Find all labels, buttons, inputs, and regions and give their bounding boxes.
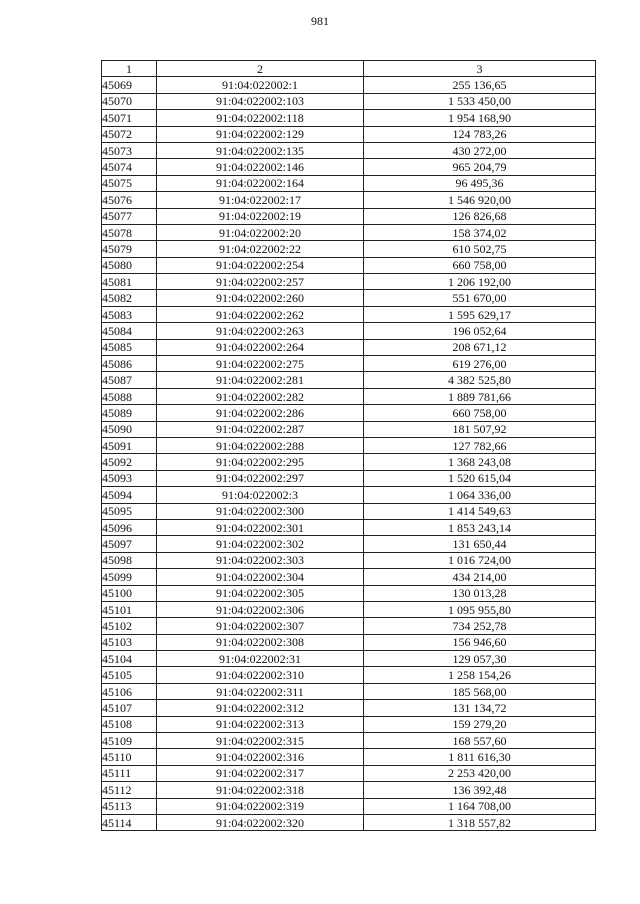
row-number-cell: 45084 (102, 323, 157, 339)
table-row (102, 536, 596, 552)
value-cell: 619 276,00 (364, 356, 596, 372)
cadastral-number-cell: 91:04:022002:295 (157, 454, 364, 470)
cadastral-number-cell: 91:04:022002:307 (157, 618, 364, 634)
cadastral-number-cell: 91:04:022002:103 (157, 93, 364, 109)
row-number-cell: 45100 (102, 585, 157, 601)
cadastral-number-cell: 91:04:022002:301 (157, 519, 364, 535)
table-row (102, 782, 596, 798)
row-number-cell: 45088 (102, 388, 157, 404)
value-cell: 610 502,75 (364, 241, 596, 257)
value-cell: 1 258 154,26 (364, 667, 596, 683)
row-number-cell: 45103 (102, 634, 157, 650)
table-row (102, 323, 596, 339)
table-row (102, 192, 596, 208)
row-number-cell: 45075 (102, 175, 157, 191)
table-row (102, 372, 596, 388)
cadastral-number-cell: 91:04:022002:300 (157, 503, 364, 519)
column-header: 3 (364, 61, 596, 77)
table-row (102, 601, 596, 617)
table-row (102, 683, 596, 699)
table-row (102, 421, 596, 437)
table-row (102, 175, 596, 191)
value-cell: 1 533 450,00 (364, 93, 596, 109)
column-header: 1 (102, 61, 157, 77)
table-row (102, 208, 596, 224)
cadastral-number-cell: 91:04:022002:17 (157, 192, 364, 208)
cadastral-number-cell: 91:04:022002:260 (157, 290, 364, 306)
row-number-cell: 45113 (102, 798, 157, 814)
value-cell: 551 670,00 (364, 290, 596, 306)
cadastral-number-cell: 91:04:022002:146 (157, 159, 364, 175)
row-number-cell: 45095 (102, 503, 157, 519)
table-row (102, 651, 596, 667)
cadastral-number-cell: 91:04:022002:310 (157, 667, 364, 683)
value-cell: 965 204,79 (364, 159, 596, 175)
table-row (102, 241, 596, 257)
table-row (102, 306, 596, 322)
table-row (102, 388, 596, 404)
value-cell: 430 272,00 (364, 142, 596, 158)
row-number-cell: 45070 (102, 93, 157, 109)
column-header: 2 (157, 61, 364, 77)
table-row (102, 634, 596, 650)
row-number-cell: 45104 (102, 651, 157, 667)
table-row (102, 700, 596, 716)
row-number-cell: 45089 (102, 405, 157, 421)
table-row (102, 814, 596, 830)
cadastral-number-cell: 91:04:022002:135 (157, 142, 364, 158)
value-cell: 1 889 781,66 (364, 388, 596, 404)
table-row (102, 667, 596, 683)
cadastral-number-cell: 91:04:022002:275 (157, 356, 364, 372)
value-cell: 1 064 336,00 (364, 487, 596, 503)
cadastral-number-cell: 91:04:022002:302 (157, 536, 364, 552)
table-row (102, 618, 596, 634)
cadastral-number-cell: 91:04:022002:305 (157, 585, 364, 601)
value-cell: 1 164 708,00 (364, 798, 596, 814)
cadastral-number-cell: 91:04:022002:312 (157, 700, 364, 716)
row-number-cell: 45081 (102, 274, 157, 290)
value-cell: 1 016 724,00 (364, 552, 596, 568)
cadastral-number-cell: 91:04:022002:320 (157, 814, 364, 830)
value-cell: 126 826,68 (364, 208, 596, 224)
cadastral-number-cell: 91:04:022002:129 (157, 126, 364, 142)
table-row (102, 356, 596, 372)
table-row (102, 339, 596, 355)
row-number-cell: 45078 (102, 224, 157, 240)
table-row (102, 274, 596, 290)
table-row (102, 470, 596, 486)
table-row (102, 454, 596, 470)
value-cell: 660 758,00 (364, 405, 596, 421)
row-number-cell: 45102 (102, 618, 157, 634)
row-number-cell: 45091 (102, 437, 157, 453)
value-cell: 168 557,60 (364, 733, 596, 749)
cadastral-number-cell: 91:04:022002:319 (157, 798, 364, 814)
table-row (102, 765, 596, 781)
value-cell: 734 252,78 (364, 618, 596, 634)
table-row (102, 142, 596, 158)
table-row (102, 110, 596, 126)
value-cell: 1 546 920,00 (364, 192, 596, 208)
value-cell: 1 206 192,00 (364, 274, 596, 290)
table-row (102, 749, 596, 765)
cadastral-number-cell: 91:04:022002:19 (157, 208, 364, 224)
table-header-row (102, 61, 596, 77)
row-number-cell: 45079 (102, 241, 157, 257)
data-table (101, 60, 596, 831)
cadastral-number-cell: 91:04:022002:318 (157, 782, 364, 798)
row-number-cell: 45086 (102, 356, 157, 372)
table-row (102, 569, 596, 585)
row-number-cell: 45109 (102, 733, 157, 749)
table-row (102, 126, 596, 142)
value-cell: 96 495,36 (364, 175, 596, 191)
table-body (102, 77, 596, 831)
row-number-cell: 45072 (102, 126, 157, 142)
value-cell: 1 853 243,14 (364, 519, 596, 535)
cadastral-number-cell: 91:04:022002:118 (157, 110, 364, 126)
value-cell: 2 253 420,00 (364, 765, 596, 781)
value-cell: 196 052,64 (364, 323, 596, 339)
value-cell: 124 783,26 (364, 126, 596, 142)
cadastral-number-cell: 91:04:022002:282 (157, 388, 364, 404)
value-cell: 4 382 525,80 (364, 372, 596, 388)
value-cell: 1 811 616,30 (364, 749, 596, 765)
value-cell: 434 214,00 (364, 569, 596, 585)
value-cell: 130 013,28 (364, 585, 596, 601)
table-row (102, 487, 596, 503)
table-row (102, 257, 596, 273)
value-cell: 156 946,60 (364, 634, 596, 650)
row-number-cell: 45077 (102, 208, 157, 224)
value-cell: 1 368 243,08 (364, 454, 596, 470)
value-cell: 255 136,65 (364, 77, 596, 93)
row-number-cell: 45069 (102, 77, 157, 93)
table-row (102, 159, 596, 175)
table-row (102, 585, 596, 601)
cadastral-number-cell: 91:04:022002:281 (157, 372, 364, 388)
row-number-cell: 45099 (102, 569, 157, 585)
row-number-cell: 45101 (102, 601, 157, 617)
row-number-cell: 45106 (102, 683, 157, 699)
table-row (102, 93, 596, 109)
cadastral-number-cell: 91:04:022002:262 (157, 306, 364, 322)
cadastral-number-cell: 91:04:022002:315 (157, 733, 364, 749)
value-cell: 1 318 557,82 (364, 814, 596, 830)
value-cell: 1 954 168,90 (364, 110, 596, 126)
page-number: 981 (311, 14, 329, 28)
row-number-cell: 45085 (102, 339, 157, 355)
cadastral-number-cell: 91:04:022002:306 (157, 601, 364, 617)
table-row (102, 798, 596, 814)
cadastral-number-cell: 91:04:022002:297 (157, 470, 364, 486)
cadastral-number-cell: 91:04:022002:264 (157, 339, 364, 355)
table-row (102, 519, 596, 535)
cadastral-number-cell: 91:04:022002:1 (157, 77, 364, 93)
value-cell: 158 374,02 (364, 224, 596, 240)
row-number-cell: 45107 (102, 700, 157, 716)
row-number-cell: 45097 (102, 536, 157, 552)
value-cell: 1 095 955,80 (364, 601, 596, 617)
row-number-cell: 45074 (102, 159, 157, 175)
cadastral-number-cell: 91:04:022002:286 (157, 405, 364, 421)
row-number-cell: 45114 (102, 814, 157, 830)
cadastral-number-cell: 91:04:022002:31 (157, 651, 364, 667)
cadastral-number-cell: 91:04:022002:257 (157, 274, 364, 290)
row-number-cell: 45096 (102, 519, 157, 535)
row-number-cell: 45082 (102, 290, 157, 306)
table-row (102, 437, 596, 453)
value-cell: 660 758,00 (364, 257, 596, 273)
row-number-cell: 45087 (102, 372, 157, 388)
value-cell: 129 057,30 (364, 651, 596, 667)
cadastral-number-cell: 91:04:022002:308 (157, 634, 364, 650)
value-cell: 136 392,48 (364, 782, 596, 798)
row-number-cell: 45110 (102, 749, 157, 765)
row-number-cell: 45083 (102, 306, 157, 322)
cadastral-number-cell: 91:04:022002:303 (157, 552, 364, 568)
row-number-cell: 45080 (102, 257, 157, 273)
table-row (102, 77, 596, 93)
row-number-cell: 45105 (102, 667, 157, 683)
cadastral-number-cell: 91:04:022002:304 (157, 569, 364, 585)
table-row (102, 224, 596, 240)
value-cell: 181 507,92 (364, 421, 596, 437)
value-cell: 1 595 629,17 (364, 306, 596, 322)
table-row (102, 716, 596, 732)
cadastral-number-cell: 91:04:022002:164 (157, 175, 364, 191)
row-number-cell: 45092 (102, 454, 157, 470)
row-number-cell: 45090 (102, 421, 157, 437)
row-number-cell: 45111 (102, 765, 157, 781)
value-cell: 159 279,20 (364, 716, 596, 732)
cadastral-number-cell: 91:04:022002:288 (157, 437, 364, 453)
value-cell: 131 650,44 (364, 536, 596, 552)
value-cell: 185 568,00 (364, 683, 596, 699)
table-row (102, 405, 596, 421)
row-number-cell: 45093 (102, 470, 157, 486)
cadastral-number-cell: 91:04:022002:254 (157, 257, 364, 273)
cadastral-number-cell: 91:04:022002:317 (157, 765, 364, 781)
row-number-cell: 45108 (102, 716, 157, 732)
table-row (102, 503, 596, 519)
value-cell: 208 671,12 (364, 339, 596, 355)
row-number-cell: 45073 (102, 142, 157, 158)
row-number-cell: 45098 (102, 552, 157, 568)
row-number-cell: 45094 (102, 487, 157, 503)
value-cell: 127 782,66 (364, 437, 596, 453)
value-cell: 1 414 549,63 (364, 503, 596, 519)
cadastral-number-cell: 91:04:022002:313 (157, 716, 364, 732)
cadastral-number-cell: 91:04:022002:3 (157, 487, 364, 503)
table-row (102, 290, 596, 306)
cadastral-number-cell: 91:04:022002:263 (157, 323, 364, 339)
cadastral-number-cell: 91:04:022002:316 (157, 749, 364, 765)
cadastral-number-cell: 91:04:022002:22 (157, 241, 364, 257)
table-row (102, 552, 596, 568)
value-cell: 131 134,72 (364, 700, 596, 716)
row-number-cell: 45071 (102, 110, 157, 126)
cadastral-number-cell: 91:04:022002:287 (157, 421, 364, 437)
cadastral-number-cell: 91:04:022002:311 (157, 683, 364, 699)
cadastral-number-cell: 91:04:022002:20 (157, 224, 364, 240)
row-number-cell: 45076 (102, 192, 157, 208)
table-row (102, 733, 596, 749)
value-cell: 1 520 615,04 (364, 470, 596, 486)
row-number-cell: 45112 (102, 782, 157, 798)
